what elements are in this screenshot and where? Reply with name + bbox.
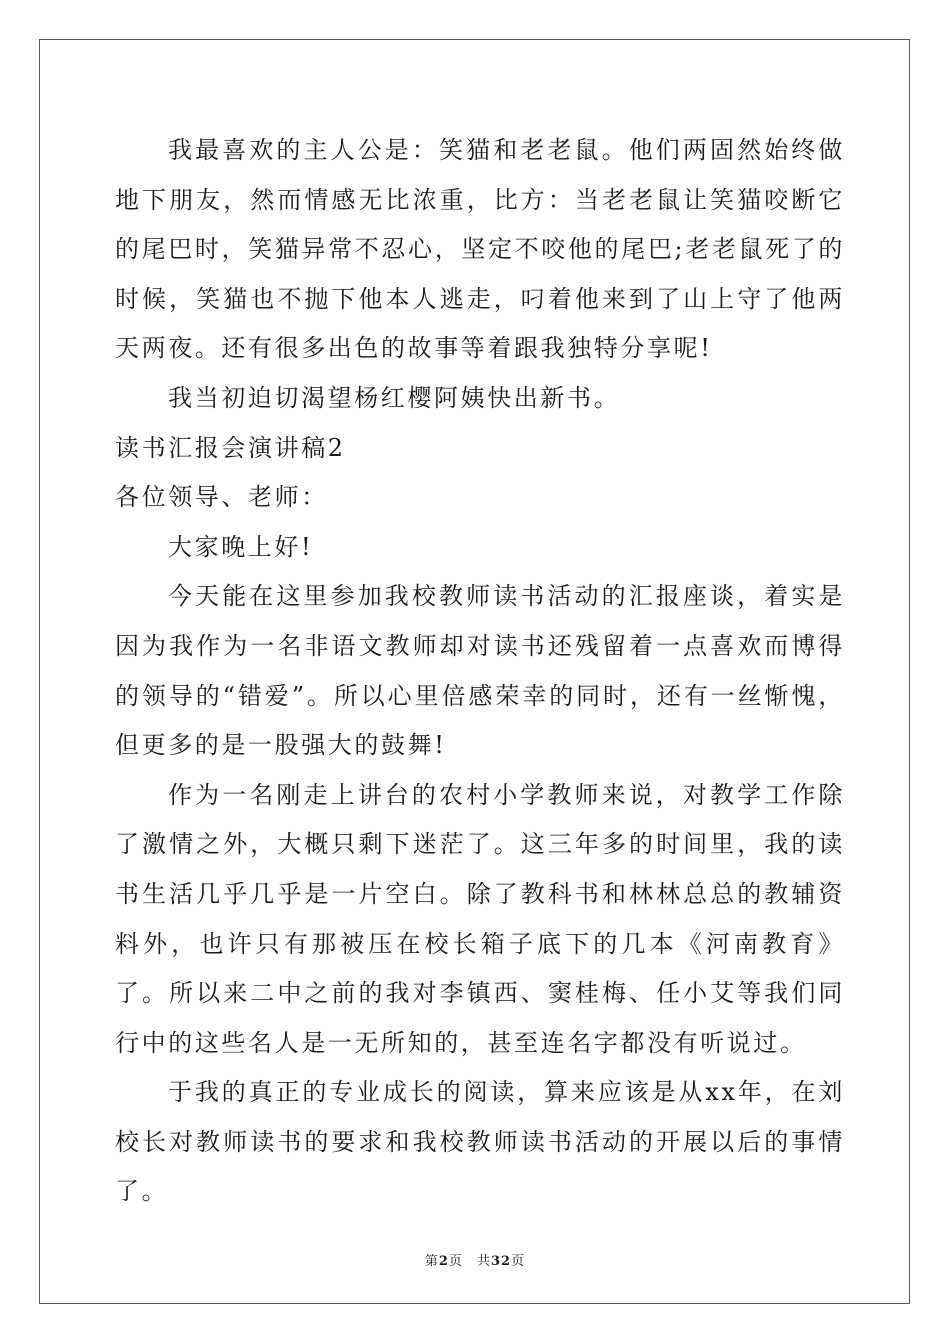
page-current: 2 [438,1254,449,1269]
page-total: 32 [490,1254,512,1269]
page-prefix: 第 [424,1254,439,1269]
page-footer [0,1250,950,1269]
paragraph-introduction: 今天能在这里参加我校教师读书活动的汇报座谈，着实是因为我作为一名非语文教师却对读书还残留着一点喜欢而博得的领导的“错爱”。所以心里倍感荣幸的同时，还有一丝惭愧，但更多的是一股强大的鼓舞! [115,582,845,760]
paragraph-professional-reading: 于我的真正的专业成长的阅读，算来应该是从xx年，在刘校长对教师读书的要求和我校教师读书活动的开展以后的事情了。 [115,1078,845,1206]
paragraph-favorite-characters: 我最喜欢的主人公是：笑猫和老老鼠。他们两固然始终做地下朋友，然而情感无比浓重，比方：当老老鼠让笑猫咬断它的尾巴时，笑猫异常不忍心，坚定不咬他的尾巴;老老鼠死了的时候，笑猫也不抛下他本人逃走，叼着他来到了山上守了他两天两夜。还有很多出色的故事等着跟我独特分享呢! [115,136,845,363]
section-title: 读书汇报会演讲稿2 [115,433,346,462]
paragraph-new-book-wish: 我当初迫切渴望杨红樱阿姨快出新书。 [168,383,621,412]
document-body [115,126,845,1217]
salutation: 各位领导、老师： [115,483,328,512]
greeting: 大家晚上好! [168,532,314,561]
total-prefix: 共 [476,1254,491,1269]
page-suffix: 页 [448,1254,463,1269]
paragraph-teaching-experience: 作为一名刚走上讲台的农村小学教师来说，对教学工作除了激情之外，大概只剩下迷茫了。这三年多的时间里，我的读书生活几乎几乎是一片空白。除了教科书和林林总总的教辅资料外，也许只有那被压在校长箱子底下的几本《河南教育》了。所以来二中之前的我对李镇西、窦桂梅、任小艾等我们同行中的这些名人是一无所知的，甚至连名字都没有听说过。 [115,780,845,1057]
total-suffix: 页 [511,1254,526,1269]
